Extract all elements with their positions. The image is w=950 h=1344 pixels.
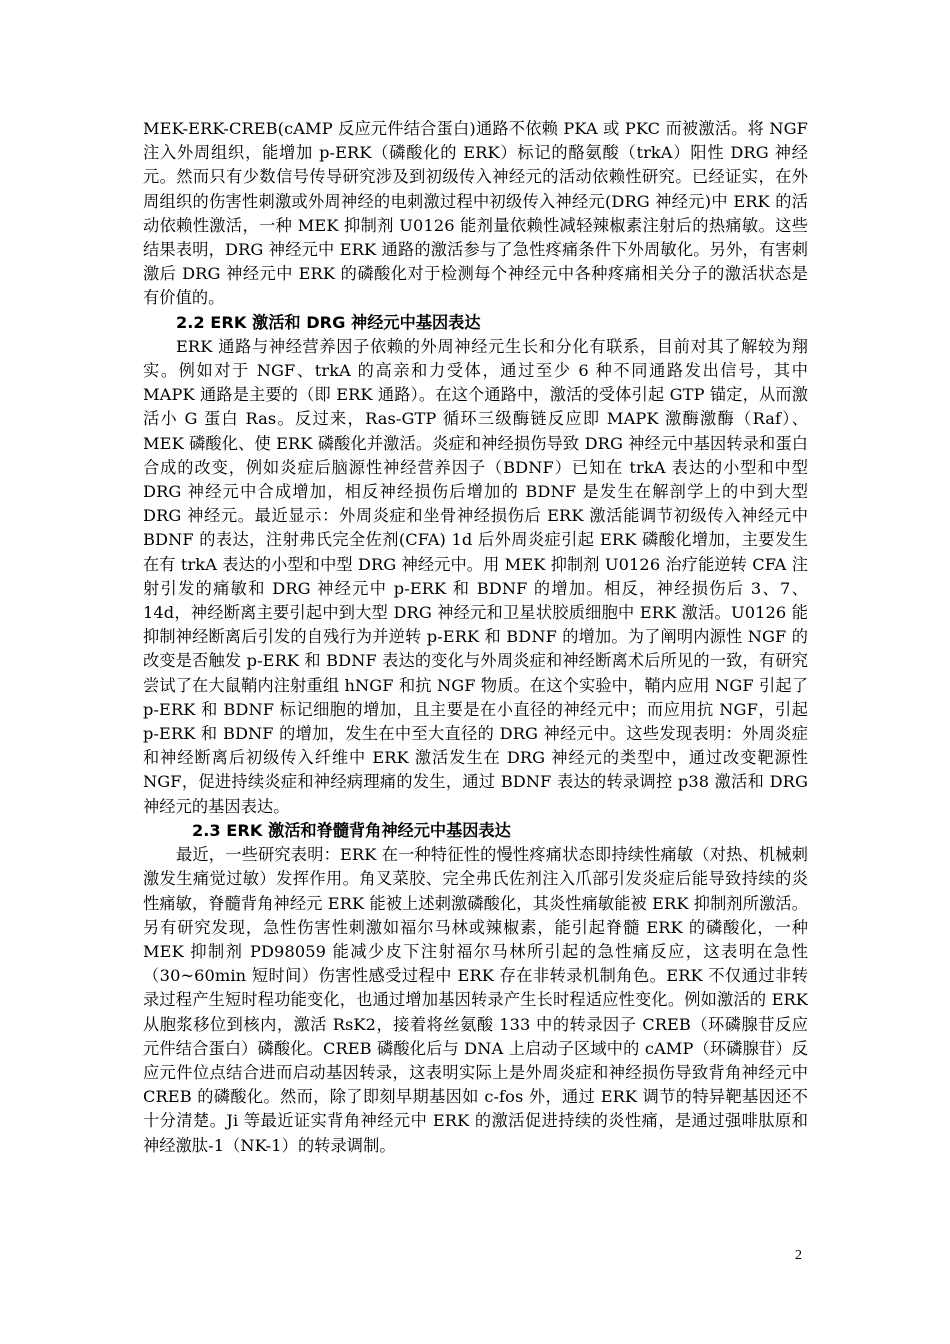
document-body (143, 117, 808, 1158)
paragraph-erk-dorsal-horn: 最近，一些研究表明：ERK 在一种特征性的慢性疼痛状态即持续性痛敏（对热、机械刺激发生痛觉过敏）发挥作用。角叉菜胶、完全弗氏佐剂注入爪部引发炎症后能导致持续的炎性痛敏，脊髓背角神经元 ERK 能被上述刺激磷酸化，其炎性痛敏能被 ERK 抑制剂所激活。另有研究发现，急性伤害性刺激如福尔马林或辣椒素，能引起脊髓 ERK 的磷酸化，一种 MEK 抑制剂 PD98059 能减少皮下注射福尔马林所引起的急性痛反应，这表明在急性（30~60min 短时间）伤害性感受过程中 ERK 存在非转录机制角色。ERK 不仅通过非转录过程产生短时程功能变化，也通过增加基因转录产生长时程适应性变化。例如激活的 ERK 从胞浆移位到核内，激活 RsK2，接着将丝氨酸 133 中的转录因子 CREB（环磷腺苷反应元件结合蛋白）磷酸化。CREB 磷酸化后与 DNA 上启动子区域中的 cAMP（环磷腺苷）反应元件位点结合进而启动基因转录，这表明实际上是外周炎症和神经损伤导致背角神经元中 CREB 的磷酸化。然而，除了即刻早期基因如 c-fos 外，通过 ERK 调节的特异靶基因还不十分清楚。Ji 等最近证实背角神经元中 ERK 的激活促进持续的炎性痛，是通过强啡肽原和神经激肽-1（NK-1）的转录调制。 (143, 845, 808, 1155)
page-number: 2 (795, 1248, 802, 1263)
section-heading-2-2: 2.2 ERK 激活和 DRG 神经元中基因表达 (176, 312, 481, 332)
section-heading-2-3: 2.3 ERK 激活和脊髓背角神经元中基因表达 (192, 820, 511, 840)
paragraph-erk-pathway-intro: MEK-ERK-CREB(cAMP 反应元件结合蛋白)通路不依赖 PKA 或 PKC 而被激活。将 NGF 注入外周组织，能增加 p-ERK（磷酸化的 ERK）标记的酪氨酸（trkA）阳性 DRG 神经元。然而只有少数信号传导研究涉及到初级传入神经元的活动依赖性研究。已经证实，在外周组织的伤害性刺激或外周神经的电刺激过程中初级传入神经元(DRG 神经元)中 ERK 的活动依赖性激活，一种 MEK 抑制剂 U0126 能剂量依赖性减轻辣椒素注射后的热痛敏。这些结果表明，DRG 神经元中 ERK 通路的激活参与了急性疼痛条件下外周敏化。另外，有害刺激后 DRG 神经元中 ERK 的磷酸化对于检测每个神经元中各种疼痛相关分子的激活状态是有价值的。 (143, 119, 808, 308)
paragraph-erk-drg-gene-expression: ERK 通路与神经营养因子依赖的外周神经元生长和分化有联系，目前对其了解较为翔实。例如对于 NGF、trkA 的高亲和力受体，通过至少 6 种不同通路发出信号，其中 MAPK 通路是主要的（即 ERK 通路）。在这个通路中，激活的受体引起 GTP 锚定，从而激活小 G 蛋白 Ras。反过来，Ras-GTP 循环三级酶链反应即 MAPK 激酶激酶（Raf）、MEK 磷酸化、使 ERK 磷酸化并激活。炎症和神经损伤导致 DRG 神经元中基因转录和蛋白合成的改变，例如炎症后脑源性神经营养因子（BDNF）已知在 trkA 表达的小型和中型 DRG 神经元中合成增加，相反神经损伤后增加的 BDNF 是发生在解剖学上的中到大型 DRG 神经元。最近显示：外周炎症和坐骨神经损伤后 ERK 激活能调节初级传入神经元中 BDNF 的表达，注射弗氏完全佐剂(CFA) 1d 后外周炎症引起 ERK 磷酸化增加，主要发生在有 trkA 表达的小型和中型 DRG 神经元中。用 MEK 抑制剂 U0126 治疗能逆转 CFA 注射引发的痛敏和 DRG 神经元中 p-ERK 和 BDNF 的增加。相反，神经损伤后 3、7、14d，神经断离主要引起中到大型 DRG 神经元和卫星状胶质细胞中 ERK 激活。U0126 能抑制神经断离后引发的自残行为并逆转 p-ERK 和 BDNF 的增加。为了阐明内源性 NGF 的改变是否触发 p-ERK 和 BDNF 表达的变化与外周炎症和神经断离术后所见的一致，有研究尝试了在大鼠鞘内注射重组 hNGF 和抗 NGF 物质。在这个实验中，鞘内应用 NGF 引起了 p-ERK 和 BDNF 标记细胞的增加，且主要是在小直径的神经元中；而应用抗 NGF，引起 p-ERK 和 BDNF 的增加，发生在中至大直径的 DRG 神经元中。这些发现表明：外周炎症和神经断离后初级传入纤维中 ERK 激活发生在 DRG 神经元的类型中，通过改变靶源性 NGF，促进持续炎症和神经病理痛的发生，通过 BDNF 表达的转录调控 p38 激活和 DRG 神经元的基因表达。 (143, 336, 808, 816)
